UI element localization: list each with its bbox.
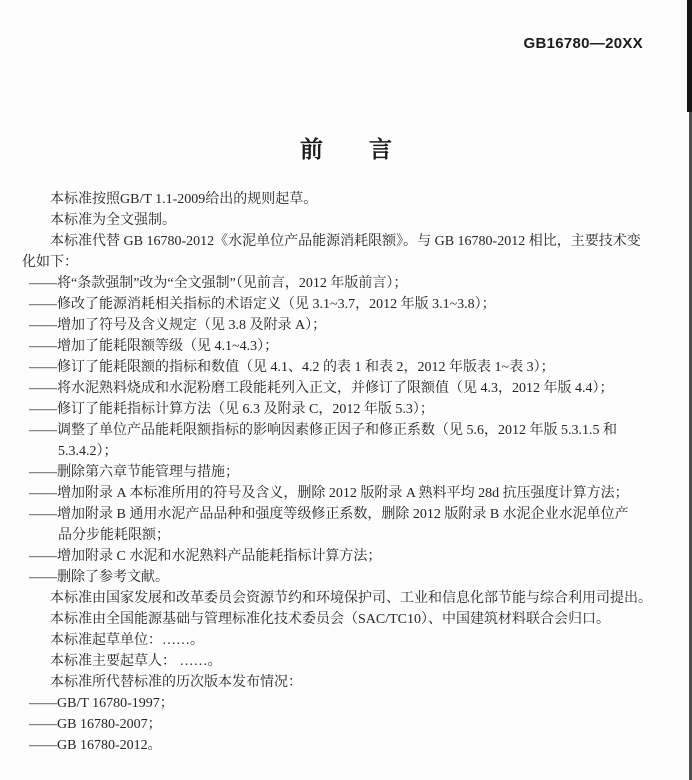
paragraph-line: ——将“条款强制”改为“全文强制”（见前言，2012 年版前言）； — [29, 276, 408, 291]
paragraph-line: 品分步能耗限额； — [58, 528, 170, 543]
document-body — [22, 189, 668, 756]
paragraph-line: ——修订了能耗限额的指标和数值（见 4.1、4.2 的表 1 和表 2，2012 年版表 1~表 3）； — [29, 360, 555, 375]
paragraph-line: 化如下： — [22, 255, 78, 270]
paragraph-line: 本标准所代替标准的历次版本发布情况： — [50, 675, 302, 690]
paragraph-line: 本标准起草单位：……。 — [50, 633, 204, 648]
paragraph-line: ——增加附录 C 水泥和水泥熟料产品能耗指标计算方法； — [29, 549, 382, 564]
paragraph-line: 本标准代替 GB 16780-2012《水泥单位产品能源消耗限额》。与 GB 16780-2012 相比，主要技术变 — [50, 234, 641, 249]
paragraph-line: 5.3.4.2）； — [58, 444, 118, 459]
paragraph-line: ——将水泥熟料烧成和水泥粉磨工段能耗列入正文，并修订了限额值（见 4.3，2012 年版 4.4）； — [29, 381, 614, 396]
standard-code: GB16780—20XX — [523, 35, 643, 52]
paragraph-line: ——调整了单位产品能耗限额指标的影响因素修正因子和修正系数（见 5.6，2012 年版 5.3.1.5 和 — [29, 423, 617, 438]
paragraph-line: 本标准由全国能源基础与管理标准化技术委员会（SAC/TC10）、中国建筑材料联合会归口。 — [50, 612, 611, 627]
page-title: 前 言 — [300, 137, 392, 163]
paragraph-line: ——GB 16780-2007； — [29, 717, 162, 732]
paragraph-line: ——增加了符号及含义规定（见 3.8 及附录 A）； — [29, 318, 327, 333]
paragraph-line: ——增加了能耗限额等级（见 4.1~4.3）； — [29, 339, 279, 354]
paragraph-line: ——GB 16780-2012。 — [29, 738, 162, 753]
paragraph-line: ——删除第六章节能管理与措施； — [29, 465, 239, 480]
paragraph-line: ——删除了参考文献。 — [29, 570, 169, 585]
paragraph-line: 本标准主要起草人： ……。 — [50, 654, 222, 669]
paragraph-line: 本标准为全文强制。 — [50, 213, 176, 228]
paragraph-line: ——GB/T 16780-1997； — [29, 696, 174, 711]
paragraph-line: 本标准由国家发展和改革委员会资源节约和环境保护司、工业和信息化部节能与综合利用司提出。 — [50, 591, 652, 606]
paragraph-line: ——增加附录 B 通用水泥产品品种和强度等级修正系数，删除 2012 版附录 B 水泥企业水泥单位产 — [29, 507, 629, 522]
paragraph-line: ——修订了能耗指标计算方法（见 6.3 及附录 C，2012 年版 5.3）； — [29, 402, 434, 417]
paragraph-line: ——增加附录 A 本标准所用的符号及含义，删除 2012 版附录 A 熟料平均 28d 抗压强度计算方法； — [29, 486, 629, 501]
paragraph-line: ——修改了能源消耗相关指标的术语定义（见 3.1~3.7，2012 年版 3.1~3.8）； — [29, 297, 496, 312]
scan-edge-shadow — [687, 0, 692, 112]
paragraph-line: 本标准按照GB/T 1.1-2009给出的规则起草。 — [50, 192, 318, 207]
